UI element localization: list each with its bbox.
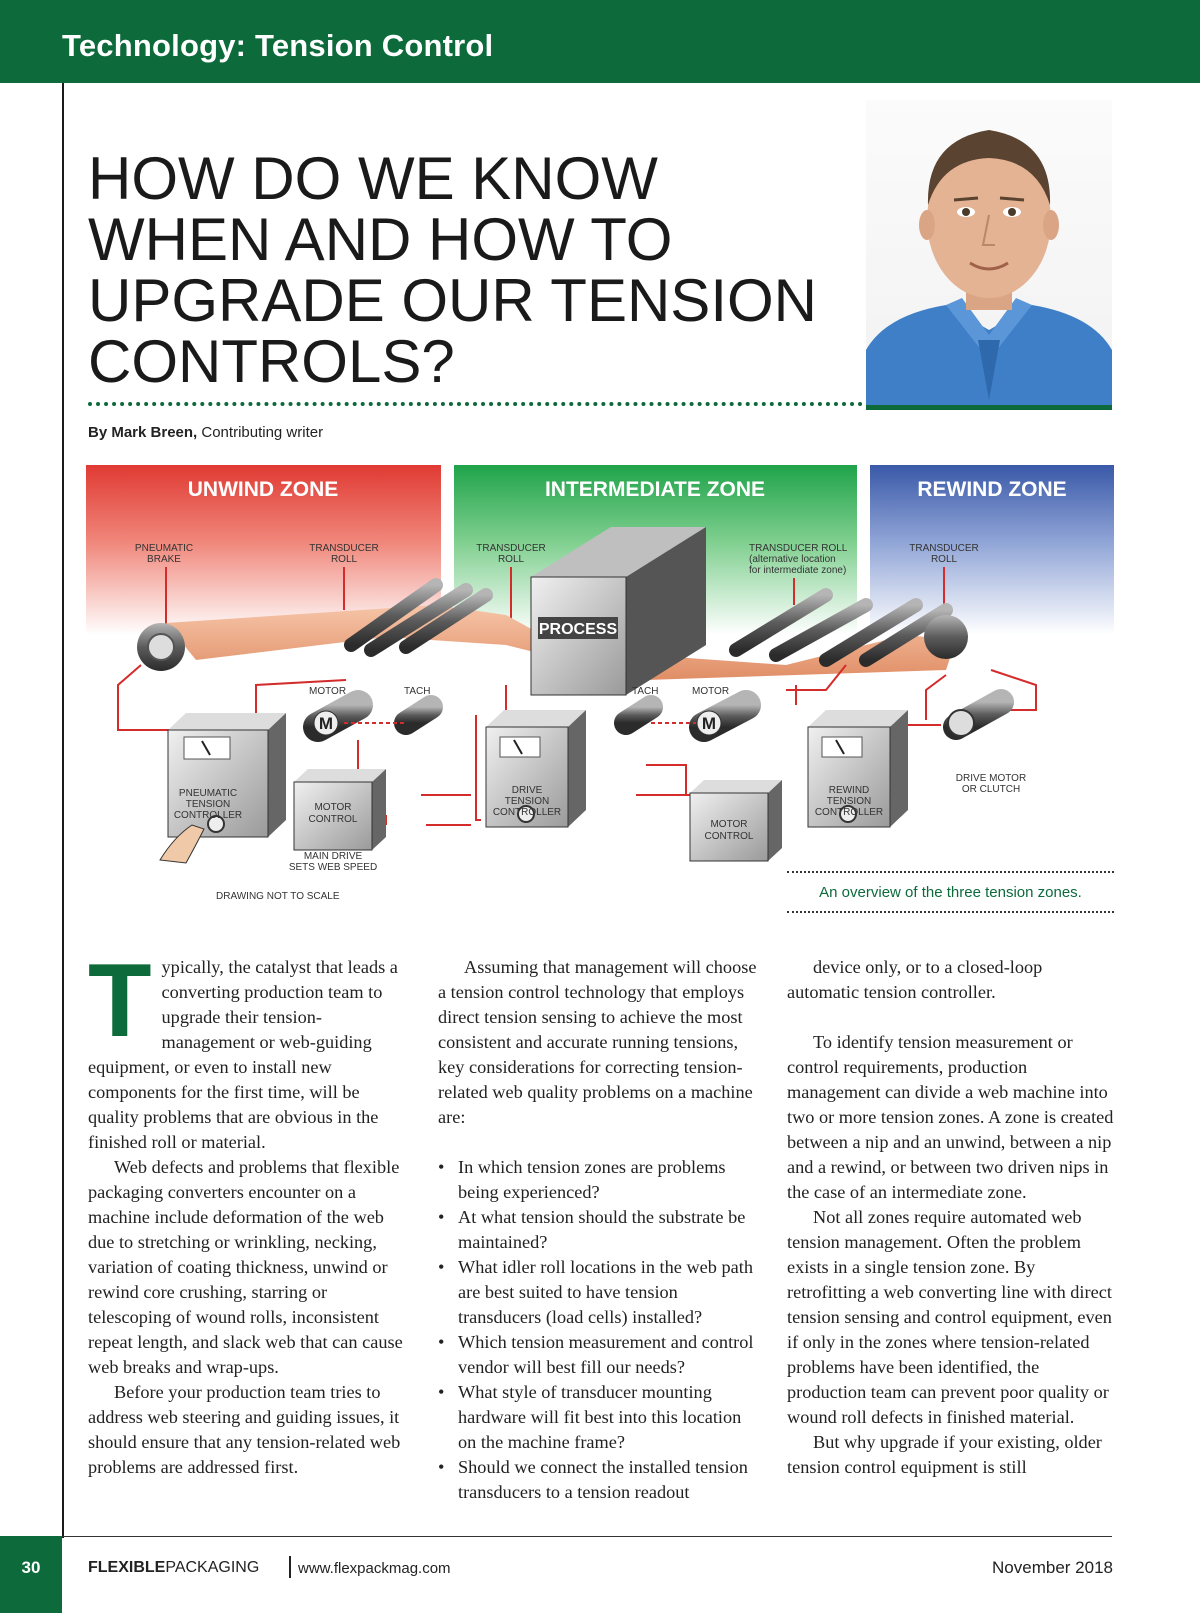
controller-label: CONTROLLER — [814, 807, 884, 818]
headline-line: WHEN AND HOW TO — [88, 206, 673, 273]
motor-m-label: M — [318, 714, 334, 733]
drive-tension-controller — [486, 710, 586, 827]
paragraph: device only, or to a closed-loop automatic tension controller. — [787, 957, 1043, 1002]
drive-motor-label: OR CLUTCH — [961, 784, 1021, 795]
controller-label: MOTOR — [710, 819, 748, 830]
footer-separator — [289, 1556, 291, 1578]
considerations-list — [438, 1155, 764, 1505]
transducer-roll-label: TRANSDUCER — [309, 543, 379, 554]
transducer-roll-label: ROLL — [497, 554, 525, 565]
paragraph: Not all zones require automated web tension management. Often the problem exists in a single tension zone. By retrofitting a web converting line with direct tension sensing and control equipment, even if only in the zones where tension-related problems have been identified, the production team can prevent poor quality or wound roll defects in finished material. — [787, 1207, 1112, 1427]
paragraph: Assuming that management will choose a tension control technology that employs direct tension sensing to achieve the most consistent and accurate running tensions, key considerations for correcting tension-related web quality problems on a machine are: — [438, 957, 757, 1127]
not-to-scale-note: DRAWING NOT TO SCALE — [216, 891, 340, 902]
list-item: • What idler roll locations in the web path are best suited to have tension transducers (load cells) installed? — [458, 1255, 764, 1330]
motor-control-1 — [294, 769, 386, 850]
unwind-zone-title: UNWIND ZONE — [187, 478, 339, 501]
controller-label: TENSION — [185, 799, 231, 810]
controller-label: CONTROLLER — [173, 810, 243, 821]
page-number: 30 — [21, 1558, 41, 1577]
figure-caption: An overview of the three tension zones. — [819, 884, 1082, 901]
paragraph-spacer — [787, 1005, 1114, 1030]
main-drive-label: MAIN DRIVE — [303, 851, 363, 862]
body-column-2 — [438, 955, 764, 1505]
pneumatic-brake-label: PNEUMATIC — [134, 543, 194, 554]
headline-line: HOW DO WE KNOW — [88, 145, 658, 212]
caption-rule — [787, 871, 1114, 873]
motor-label: MOTOR — [309, 686, 347, 697]
transducer-roll-label: TRANSDUCER — [909, 543, 979, 554]
transducer-roll-alt-label: (alternative location — [749, 554, 836, 565]
tach-label: TACH — [632, 686, 659, 697]
photo-accent-bar — [866, 405, 1112, 410]
controller-label: PNEUMATIC — [178, 788, 238, 799]
paragraph: ypically, the catalyst that leads a converting production team to upgrade their tension-management or web-guiding equipment, or even to install new components for the first time, will be quality problems that are obvious in the finished roll or material. — [88, 957, 398, 1152]
pneumatic-tension-controller — [160, 713, 286, 863]
controller-label: DRIVE — [511, 785, 543, 796]
headline-line: CONTROLS? — [88, 328, 455, 395]
list-item: • In which tension zones are problems being experienced? — [458, 1155, 764, 1205]
pneumatic-brake-label: BRAKE — [147, 554, 181, 565]
author-name: By Mark Breen, — [88, 424, 198, 441]
transducer-roll-label: ROLL — [930, 554, 958, 565]
left-margin-rule — [62, 83, 64, 1538]
magazine-brand — [88, 1559, 259, 1577]
issue-date: November 2018 — [992, 1558, 1113, 1577]
headline-dotted-rule — [88, 402, 863, 406]
rewind-zone-title: REWIND ZONE — [917, 478, 1067, 501]
list-item: • Should we connect the installed tension transducers to a tension readout — [458, 1455, 764, 1505]
transducer-roll-label: ROLL — [330, 554, 358, 565]
intermediate-zone-title: INTERMEDIATE ZONE — [544, 478, 766, 501]
tach-label: TACH — [404, 686, 431, 697]
rewind-tension-controller — [808, 710, 908, 827]
list-item: • What style of transducer mounting hardware will fit best into this location on the machine frame? — [458, 1380, 764, 1455]
footer-rule — [62, 1536, 1112, 1537]
tension-zones-diagram — [86, 465, 1114, 905]
controller-label: TENSION — [826, 796, 872, 807]
controller-label: TENSION — [504, 796, 550, 807]
magazine-url: www.flexpackmag.com — [298, 1560, 451, 1577]
paragraph: Web defects and problems that flexible packaging converters encounter on a machine include deformation of the web due to stretching or wrinkling, necking, variation of coating thickness, unwind or rewind core crushing, starring or telescoping of wound rolls, inconsistent repeat length, and slack web that can cause web breaks and wrap-ups. — [88, 1157, 403, 1377]
transducer-roll-alt-label: for intermediate zone) — [749, 565, 847, 576]
motor-label: MOTOR — [692, 686, 730, 697]
caption-rule — [787, 911, 1114, 913]
controller-label: REWIND — [828, 785, 870, 796]
list-item: • At what tension should the substrate be maintained? — [458, 1205, 764, 1255]
paragraph: To identify tension measurement or control requirements, production management can divide a web machine into two or more tension zones. A zone is created between a nip and an unwind, between a nip and a rewind, or between two driven nips in the case of an intermediate zone. — [787, 1032, 1114, 1202]
controller-label: CONTROL — [704, 831, 754, 842]
list-item: • Which tension measurement and control vendor will best fill our needs? — [458, 1330, 764, 1380]
body-column-3 — [787, 955, 1114, 1480]
process-label: PROCESS — [538, 621, 618, 638]
controller-label: MOTOR — [314, 802, 352, 813]
drive-motor-label: DRIVE MOTOR — [955, 773, 1027, 784]
byline — [88, 424, 323, 441]
transducer-roll-alt-label: TRANSDUCER ROLL — [749, 543, 848, 554]
drop-cap: T — [88, 943, 152, 1059]
paragraph: But why upgrade if your existing, older tension control equipment is still — [787, 1432, 1102, 1477]
motor-control-2 — [690, 780, 782, 861]
controller-label: CONTROLLER — [492, 807, 562, 818]
transducer-roll-label: TRANSDUCER — [476, 543, 546, 554]
paragraph: Before your production team tries to address web steering and guiding issues, it should ensure that any tension-related web problems are addressed first. — [88, 1382, 401, 1477]
author-photo — [866, 100, 1112, 405]
brand-bold: FLEXIBLE — [88, 1559, 166, 1576]
headline-line: UPGRADE OUR TENSION — [88, 267, 817, 334]
paragraph-spacer — [438, 1130, 764, 1155]
controller-label: CONTROL — [308, 814, 358, 825]
article-headline — [88, 145, 888, 395]
section-title: Technology: Tension Control — [62, 28, 494, 63]
brand-light: PACKAGING — [165, 1559, 260, 1576]
body-column-1 — [88, 943, 406, 1480]
author-role: Contributing writer — [197, 424, 324, 441]
motor-m-label: M — [701, 714, 717, 733]
main-drive-label: SETS WEB SPEED — [288, 862, 378, 873]
